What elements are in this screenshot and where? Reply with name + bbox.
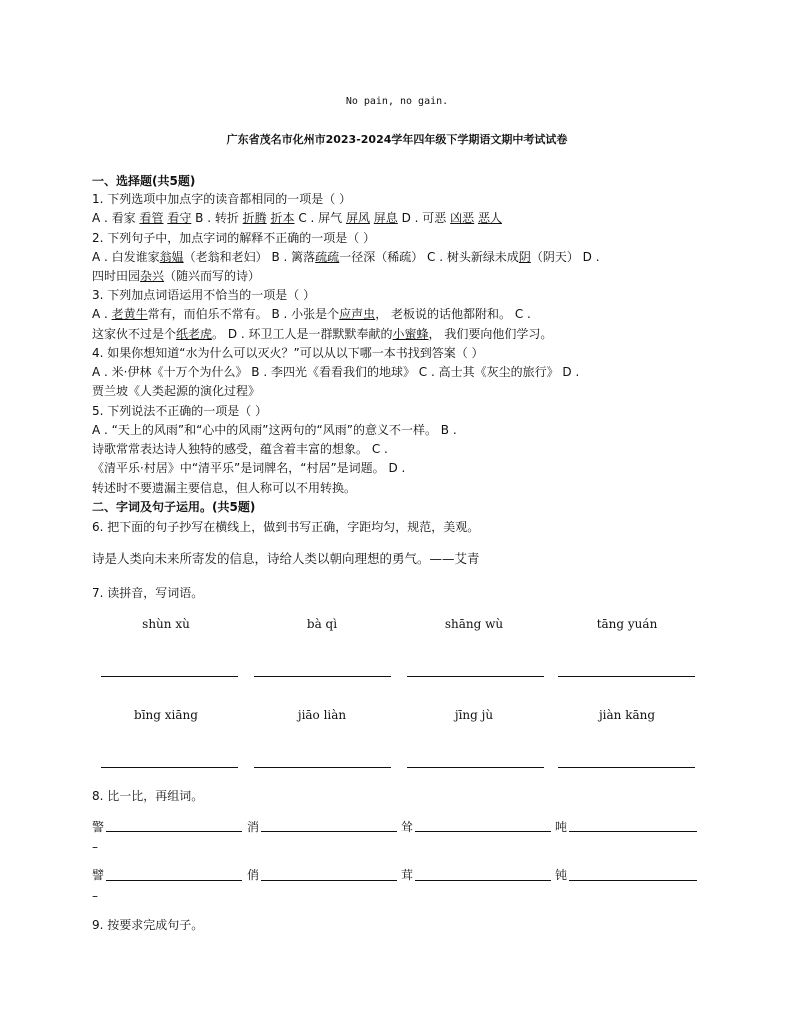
q2-word: 阴 bbox=[518, 250, 531, 264]
q4-stem: 4. 如果你想知道“水为什么可以灭火？”可以从以下哪一本书找到答案（ ） bbox=[92, 346, 484, 360]
q2-stem: 2. 下列句子中，加点字词的解释不正确的一项是（ ） bbox=[92, 231, 376, 245]
pinyin: jīng jù bbox=[454, 708, 494, 722]
q5-stem: 5. 下列说法不正确的一项是（ ） bbox=[92, 404, 268, 418]
dash-mark: – bbox=[92, 889, 98, 903]
answer-line[interactable] bbox=[558, 767, 695, 768]
answer-line[interactable] bbox=[569, 880, 697, 881]
answer-line[interactable] bbox=[101, 676, 238, 677]
q1-opt-text: A . 看家 bbox=[92, 211, 140, 225]
pinyin: tāng yuán bbox=[596, 617, 658, 631]
q1-word: 屏息 bbox=[373, 211, 398, 225]
compare-char: 钝 bbox=[555, 868, 568, 882]
q3-options-line2: 这家伙不过是个纸老虎。 D . 环卫工人是一群默默奉献的小蜜蜂， 我们要向他们学习。 bbox=[92, 327, 553, 341]
compare-char: 茸 bbox=[401, 868, 414, 882]
compare-char: 譬 bbox=[92, 868, 105, 882]
q4-options-line1: A . 米·伊林《十万个为什么》 B . 李四光《看看我们的地球》 C . 高士其《灰尘的旅行》 D . bbox=[92, 365, 580, 379]
q5-options-line2: 诗歌常常表达诗人独特的感受，蕴含着丰富的想象。 C . bbox=[92, 442, 388, 456]
compare-char: 警 bbox=[92, 820, 105, 834]
q1-word: 屏风 bbox=[345, 211, 370, 225]
answer-line[interactable] bbox=[415, 880, 551, 881]
pinyin: bīng xiāng bbox=[134, 708, 198, 722]
q5-options-line1: A . “天上的风雨”和“心中的风雨”这两句的“风雨”的意义不一样。 B . bbox=[92, 423, 457, 437]
q2-word: 杂兴 bbox=[140, 269, 165, 283]
answer-line[interactable] bbox=[254, 676, 391, 677]
pinyin: jiàn kāng bbox=[598, 708, 656, 722]
compare-char: 吨 bbox=[555, 820, 568, 834]
q5-options-line4: 转述时不要遗漏主要信息，但人称可以不用转换。 bbox=[92, 481, 357, 495]
compare-char: 俏 bbox=[247, 868, 260, 882]
q6-sentence: 诗是人类向未来所寄发的信息，诗给人类以朝向理想的勇气。——艾青 bbox=[92, 551, 480, 566]
q1-word: 凶恶 bbox=[450, 211, 475, 225]
q3-word: 老黄牛 bbox=[111, 307, 148, 321]
answer-line[interactable] bbox=[569, 831, 697, 832]
q2-word: 翁媪 bbox=[159, 250, 184, 264]
answer-line[interactable] bbox=[101, 767, 238, 768]
q3-options-line1: A . 老黄牛常有，而伯乐不常有。 B . 小张是个应声虫， 老板说的话他都附和。 C . bbox=[92, 307, 531, 321]
q5-options-line3: 《清平乐·村居》中“清平乐”是词牌名，“村居”是词题。 D . bbox=[92, 461, 406, 475]
q1-opt-text: B . 转折 bbox=[191, 211, 243, 225]
compare-char: 耸 bbox=[401, 820, 414, 834]
pinyin: shùn xù bbox=[142, 617, 190, 631]
q1-word: 折腾 bbox=[242, 211, 267, 225]
q4-options-line2: 贾兰坡《人类起源的演化过程》 bbox=[92, 384, 261, 398]
answer-line[interactable] bbox=[407, 676, 544, 677]
q8-stem: 8. 比一比，再组词。 bbox=[92, 789, 204, 803]
answer-line[interactable] bbox=[558, 676, 695, 677]
q1-word: 看守 bbox=[167, 211, 192, 225]
q1-word: 恶人 bbox=[477, 211, 502, 225]
q1-word: 折本 bbox=[270, 211, 295, 225]
q1-stem: 1. 下列选项中加点字的读音都相同的一项是（ ） bbox=[92, 192, 352, 206]
q6-stem: 6. 把下面的句子抄写在横线上，做到书写正确，字距均匀，规范，美观。 bbox=[92, 520, 480, 534]
pinyin: bà qì bbox=[306, 617, 338, 631]
q3-word: 纸老虎 bbox=[176, 327, 213, 341]
page-motto: No pain, no gain. bbox=[345, 96, 449, 107]
answer-line[interactable] bbox=[106, 831, 242, 832]
answer-line[interactable] bbox=[106, 880, 242, 881]
q2-options-line2: 四时田园杂兴（随兴而写的诗） bbox=[92, 269, 261, 283]
pinyin: jiāo liàn bbox=[297, 708, 347, 722]
q1-opt-text: C . 屏气 bbox=[294, 211, 346, 225]
pinyin: shāng wù bbox=[444, 617, 504, 631]
answer-line[interactable] bbox=[254, 767, 391, 768]
section-2-heading: 二、字词及句子运用。(共5题) bbox=[92, 500, 256, 514]
compare-char: 消 bbox=[247, 820, 260, 834]
q1-options bbox=[92, 209, 502, 226]
q3-stem: 3. 下列加点词语运用不恰当的一项是（ ） bbox=[92, 288, 316, 302]
q7-stem: 7. 读拼音，写词语。 bbox=[92, 586, 204, 600]
q3-word: 应声虫 bbox=[339, 307, 376, 321]
q3-word: 小蜜蜂 bbox=[392, 327, 429, 341]
dash-mark: – bbox=[92, 840, 98, 854]
exam-title: 广东省茂名市化州市2023-2024学年四年级下学期语文期中考试试卷 bbox=[226, 133, 568, 146]
answer-line[interactable] bbox=[407, 767, 544, 768]
q2-options-line1: A . 白发谁家翁媪（老翁和老妇） B . 篱落疏疏一径深（稀疏） C . 树头新绿未成阴（阴天） D . bbox=[92, 250, 600, 264]
section-1-heading: 一、选择题(共5题) bbox=[92, 174, 196, 188]
q1-word: 看管 bbox=[139, 211, 164, 225]
answer-line[interactable] bbox=[415, 831, 551, 832]
q9-stem: 9. 按要求完成句子。 bbox=[92, 918, 204, 932]
answer-line[interactable] bbox=[261, 880, 397, 881]
q2-word: 疏疏 bbox=[315, 250, 340, 264]
answer-line[interactable] bbox=[261, 831, 397, 832]
q1-opt-text: D . 可恶 bbox=[397, 211, 451, 225]
